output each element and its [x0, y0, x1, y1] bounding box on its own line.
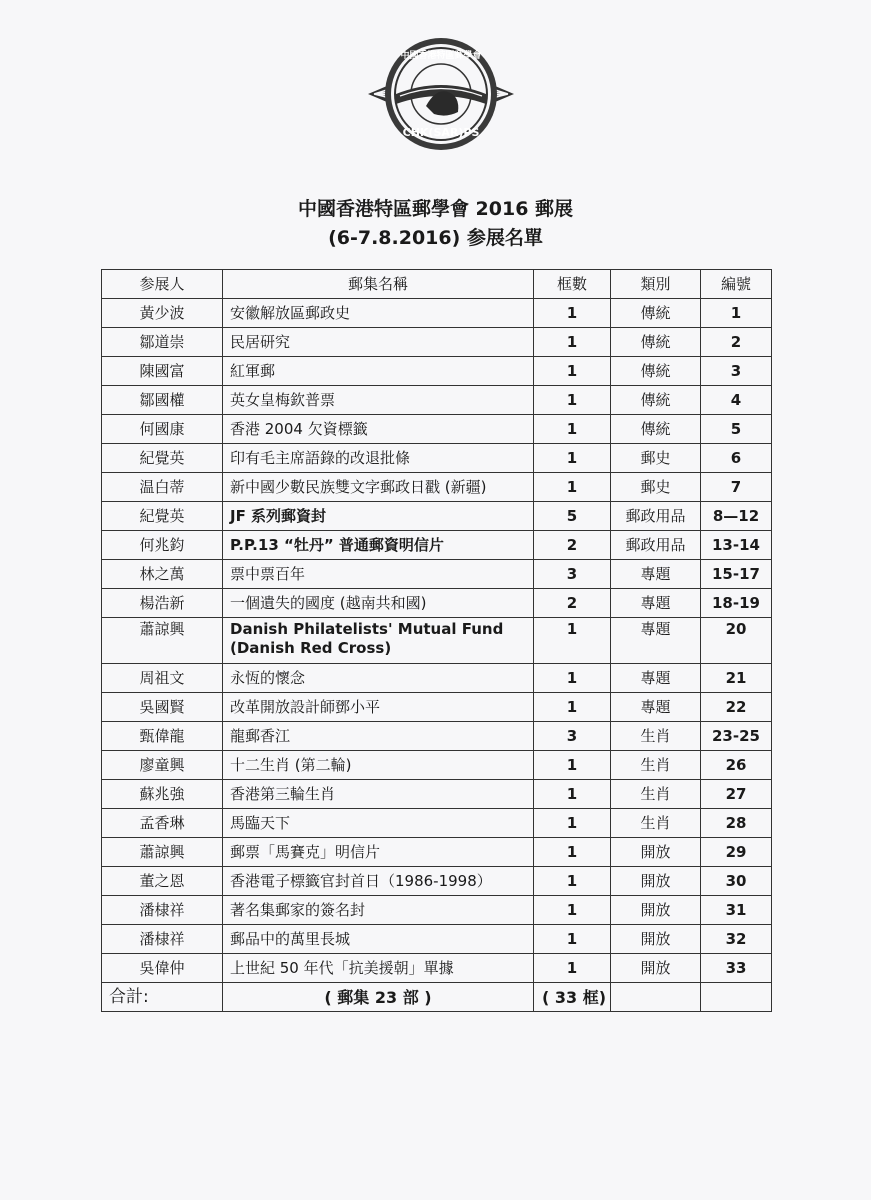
category: 專題 [611, 618, 701, 664]
exhibit-number: 29 [701, 838, 772, 867]
frame-count: 2 [534, 589, 611, 618]
frame-count: 1 [534, 386, 611, 415]
column-header-title: 郵集名稱 [223, 270, 534, 299]
frame-count: 1 [534, 896, 611, 925]
exhibit-number: 15-17 [701, 560, 772, 589]
exhibitor-name: 陳國富 [102, 357, 223, 386]
frame-count: 1 [534, 925, 611, 954]
exhibit-number: 28 [701, 809, 772, 838]
exhibitor-name: 林之萬 [102, 560, 223, 589]
document-subtitle: (6-7.8.2016) 参展名單 [328, 227, 543, 249]
exhibit-number: 4 [701, 386, 772, 415]
frame-count: 1 [534, 415, 611, 444]
exhibit-number: 21 [701, 664, 772, 693]
frame-count: 1 [534, 751, 611, 780]
collection-title: 郵票「馬賽克」明信片 [223, 838, 534, 867]
table-row [102, 560, 772, 589]
exhibitor-name: 孟香琳 [102, 809, 223, 838]
exhibitor-name: 黃少波 [102, 299, 223, 328]
exhibitor-table [101, 269, 772, 1012]
frame-count: 1 [534, 444, 611, 473]
exhibit-number: 2 [701, 328, 772, 357]
category: 開放 [611, 925, 701, 954]
collection-title: 紅軍郵 [223, 357, 534, 386]
exhibit-number: 23-25 [701, 722, 772, 751]
table-row [102, 299, 772, 328]
collection-title: JF 系列郵資封 [223, 502, 534, 531]
collection-title: 票中票百年 [223, 560, 534, 589]
collection-title: 十二生肖 (第二輪) [223, 751, 534, 780]
collection-title: 香港 2004 欠資標籤 [223, 415, 534, 444]
frame-count: 5 [534, 502, 611, 531]
frame-count: 1 [534, 357, 611, 386]
exhibitor-name: 温白蒂 [102, 473, 223, 502]
column-header-frames: 框數 [534, 270, 611, 299]
exhibit-number: 20 [701, 618, 772, 664]
exhibitor-name: 吳國賢 [102, 693, 223, 722]
exhibitor-name: 潘棣祥 [102, 925, 223, 954]
table-row [102, 780, 772, 809]
frame-count: 1 [534, 780, 611, 809]
column-header-category: 類別 [611, 270, 701, 299]
category: 專題 [611, 589, 701, 618]
exhibit-number: 1 [701, 299, 772, 328]
table-row [102, 444, 772, 473]
table-header-row [102, 270, 772, 299]
exhibitor-name: 廖童興 [102, 751, 223, 780]
exhibitor-name: 潘棣祥 [102, 896, 223, 925]
category: 生肖 [611, 809, 701, 838]
category: 生肖 [611, 722, 701, 751]
exhibit-number: 5 [701, 415, 772, 444]
table-row [102, 925, 772, 954]
table-row [102, 415, 772, 444]
category: 專題 [611, 693, 701, 722]
category: 郵史 [611, 473, 701, 502]
table-row [102, 751, 772, 780]
category: 傳統 [611, 299, 701, 328]
collection-title: 印有毛主席語錄的改退批條 [223, 444, 534, 473]
category: 開放 [611, 954, 701, 983]
frame-count: 1 [534, 954, 611, 983]
collection-title: 上世紀 50 年代「抗美援朝」單據 [223, 954, 534, 983]
exhibit-number: 13-14 [701, 531, 772, 560]
exhibitor-name: 紀覺英 [102, 444, 223, 473]
exhibit-number: 22 [701, 693, 772, 722]
collection-title: 香港第三輪生肖 [223, 780, 534, 809]
category: 開放 [611, 838, 701, 867]
exhibit-number: 32 [701, 925, 772, 954]
exhibitor-name: 蕭諒興 [102, 618, 223, 664]
table-row [102, 531, 772, 560]
frame-count: 1 [534, 473, 611, 502]
table-row [102, 618, 772, 664]
category: 傳統 [611, 415, 701, 444]
frame-count: 1 [534, 693, 611, 722]
collection-title: 民居研究 [223, 328, 534, 357]
exhibit-number: 8—12 [701, 502, 772, 531]
frame-count: 2 [534, 531, 611, 560]
frame-count: 1 [534, 299, 611, 328]
collection-title: 永恆的懷念 [223, 664, 534, 693]
table-row [102, 589, 772, 618]
document-title: 中國香港特區郵學會 2016 郵展 [297, 198, 574, 220]
category: 生肖 [611, 780, 701, 809]
category: 傳統 [611, 357, 701, 386]
frame-count: 1 [534, 618, 611, 664]
exhibit-number: 18-19 [701, 589, 772, 618]
collection-title: 著名集郵家的簽名封 [223, 896, 534, 925]
exhibitor-name: 何國康 [102, 415, 223, 444]
exhibitor-name: 紀覺英 [102, 502, 223, 531]
frame-count: 1 [534, 328, 611, 357]
collection-title: 香港電子標籤官封首日（1986-1998） [223, 867, 534, 896]
exhibit-number: 33 [701, 954, 772, 983]
category: 專題 [611, 664, 701, 693]
frame-count: 1 [534, 664, 611, 693]
table-row [102, 386, 772, 415]
exhibitor-name: 甄偉龍 [102, 722, 223, 751]
collection-title: P.P.13 “牡丹” 普通郵資明信片 [223, 531, 534, 560]
svg-text:CHK(SAR)PS: CHK(SAR)PS [402, 126, 480, 139]
category: 傳統 [611, 328, 701, 357]
collection-title: 新中國少數民族雙文字郵政日戳 (新疆) [223, 473, 534, 502]
category: 傳統 [611, 386, 701, 415]
exhibitor-name: 吳偉仲 [102, 954, 223, 983]
exhibitor-name: 楊浩新 [102, 589, 223, 618]
exhibitor-name: 蘇兆強 [102, 780, 223, 809]
collection-title: 馬臨天下 [223, 809, 534, 838]
total-label: 合計: [102, 983, 223, 1012]
exhibit-number: 6 [701, 444, 772, 473]
table-row [102, 328, 772, 357]
exhibit-number: 7 [701, 473, 772, 502]
category: 郵政用品 [611, 502, 701, 531]
exhibit-number: 30 [701, 867, 772, 896]
frame-count: 3 [534, 560, 611, 589]
total-frames: ( 33 框) [534, 983, 611, 1012]
frame-count: 1 [534, 867, 611, 896]
column-header-person: 参展人 [102, 270, 223, 299]
exhibitor-name: 蕭諒興 [102, 838, 223, 867]
total-row [102, 983, 772, 1012]
exhibitor-name: 周祖文 [102, 664, 223, 693]
total-category-empty [611, 983, 701, 1012]
exhibit-number: 3 [701, 357, 772, 386]
table-row [102, 809, 772, 838]
column-header-number: 編號 [701, 270, 772, 299]
category: 生肖 [611, 751, 701, 780]
exhibit-number: 26 [701, 751, 772, 780]
total-collections: ( 郵集 23 部 ) [223, 983, 534, 1012]
category: 郵政用品 [611, 531, 701, 560]
exhibit-number: 31 [701, 896, 772, 925]
exhibitor-name: 鄒道崇 [102, 328, 223, 357]
table-row [102, 722, 772, 751]
table-row [102, 502, 772, 531]
table-row [102, 838, 772, 867]
frame-count: 3 [534, 722, 611, 751]
table-row [102, 954, 772, 983]
collection-title: Danish Philatelists' Mutual Fund (Danish Red Cross) [223, 618, 534, 664]
category: 開放 [611, 896, 701, 925]
table-row [102, 693, 772, 722]
category: 專題 [611, 560, 701, 589]
collection-title: 英女皇梅欽普票 [223, 386, 534, 415]
table-row [102, 357, 772, 386]
svg-text:中國香港特區郵學會: 中國香港特區郵學會 [400, 51, 482, 61]
category: 開放 [611, 867, 701, 896]
collection-title: 郵品中的萬里長城 [223, 925, 534, 954]
exhibitor-name: 董之恩 [102, 867, 223, 896]
frame-count: 1 [534, 809, 611, 838]
frame-count: 1 [534, 838, 611, 867]
collection-title: 一個遺失的國度 (越南共和國) [223, 589, 534, 618]
exhibitor-name: 何兆鈞 [102, 531, 223, 560]
exhibitor-name: 鄒國權 [102, 386, 223, 415]
collection-title: 龍郵香江 [223, 722, 534, 751]
society-seal-logo [366, 36, 516, 156]
table-row [102, 473, 772, 502]
table-row [102, 896, 772, 925]
total-number-empty [701, 983, 772, 1012]
table-row [102, 867, 772, 896]
category: 郵史 [611, 444, 701, 473]
table-row [102, 664, 772, 693]
collection-title: 安徽解放區郵政史 [223, 299, 534, 328]
exhibit-number: 27 [701, 780, 772, 809]
collection-title: 改革開放設計師鄧小平 [223, 693, 534, 722]
